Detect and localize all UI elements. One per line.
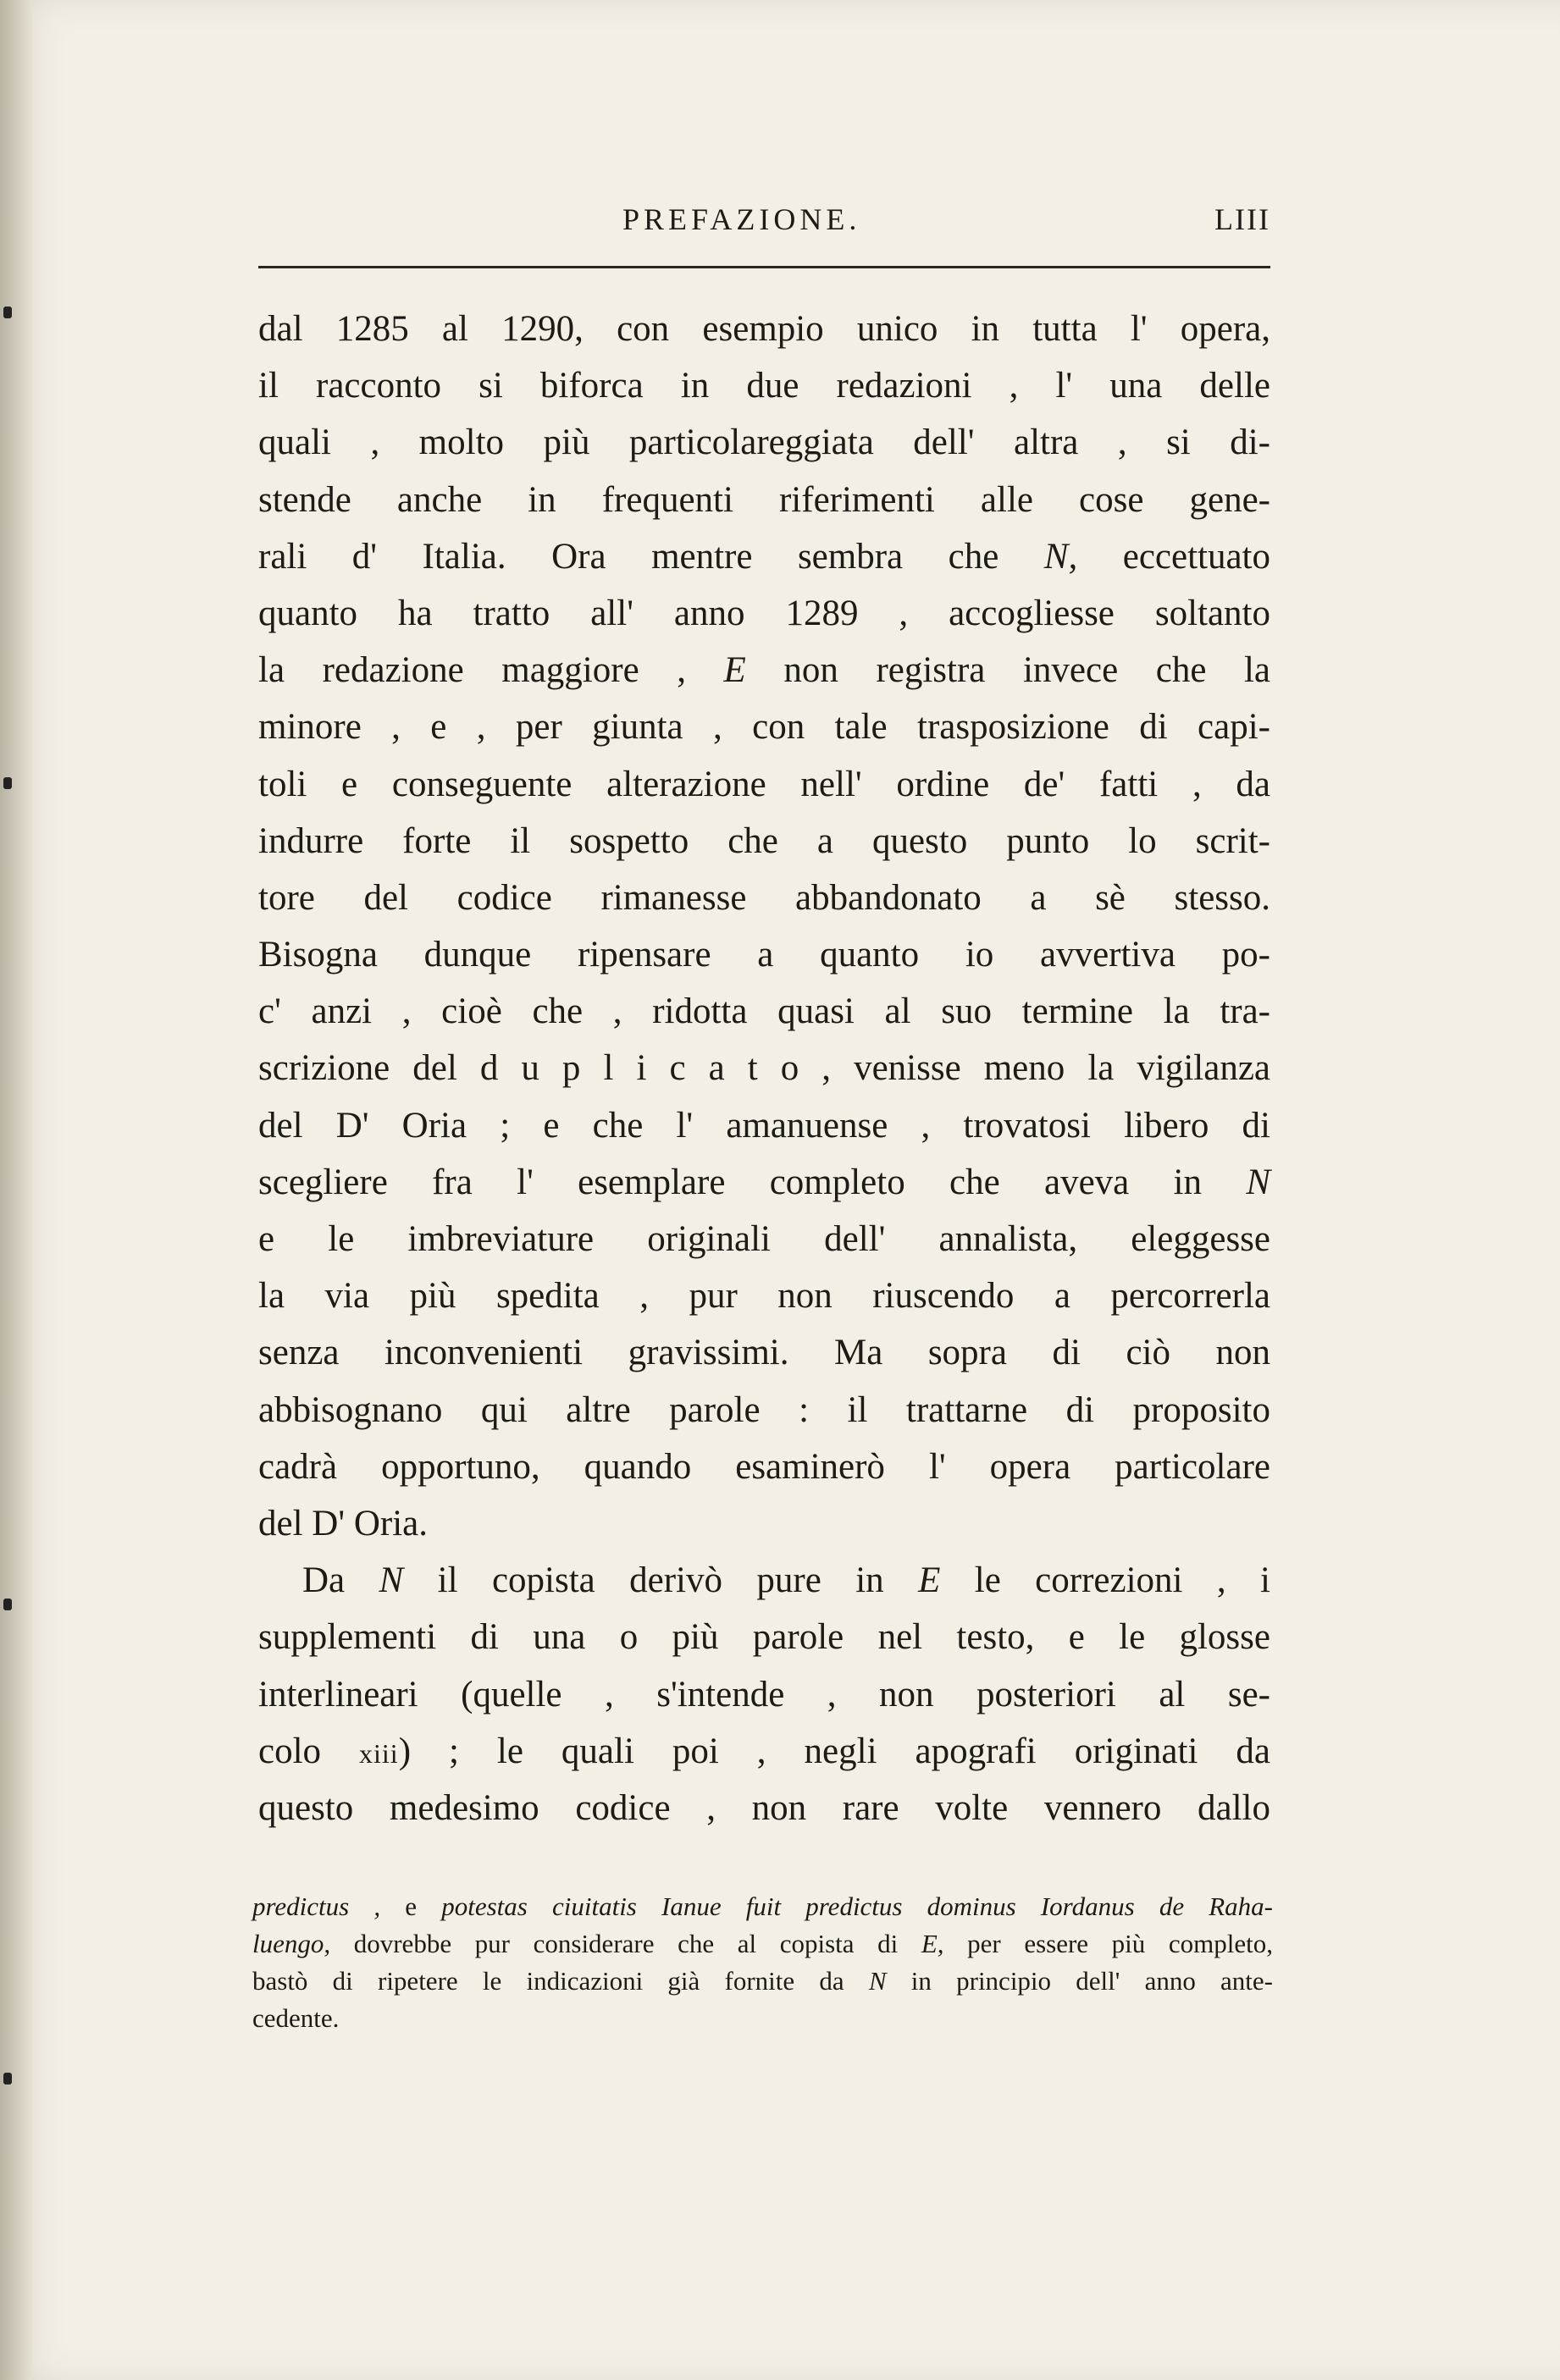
text-run: in principio dell' anno ante- <box>886 1966 1274 1996</box>
text-line: senza inconvenienti gravissimi. Ma sopra di ciò non <box>258 1333 1270 1373</box>
text-line <box>258 1552 1270 1609</box>
text-line: c' anzi , cioè che , ridotta quasi al suo termine la tra- <box>258 991 1270 1032</box>
text-line: toli e conseguente alterazione nell' ordine de' fatti , da <box>258 764 1270 804</box>
text-line: abbisognano qui altre parole : il trattarne di proposito <box>258 1389 1270 1430</box>
header-rule <box>258 266 1270 268</box>
siglum-n: N <box>868 1966 887 1996</box>
text-line: cadrà opportuno, quando esaminerò l' opera particolare <box>258 1446 1270 1487</box>
siglum-e: E <box>918 1560 941 1601</box>
text-line: del D' Oria ; e che l' amanuense , trovatosi libero di <box>258 1105 1270 1146</box>
siglum-n: N <box>379 1560 404 1601</box>
text-run: scegliere fra l' esemplare completo che aveva in <box>258 1162 1247 1202</box>
running-title: PREFAZIONE. <box>622 202 861 236</box>
text-line: supplementi di una o più parole nel testo, e le glosse <box>258 1617 1270 1658</box>
text-line: Bisogna dunque ripensare a quanto io avvertiva po- <box>258 935 1270 975</box>
binding-stitch <box>3 1599 12 1610</box>
main-text <box>258 301 1270 1836</box>
siglum-e: E <box>723 650 746 691</box>
text-line <box>258 1723 1270 1780</box>
text-run: rali d' Italia. Ora mentre sembra che <box>258 536 1044 577</box>
text-run: le correzioni , i <box>940 1560 1270 1601</box>
text-run: potestas ciuitatis Ianue fuit predictus dominus Iordanus de Raha- <box>441 1891 1273 1921</box>
footnote-line <box>252 1925 1273 1963</box>
footnote-line: cedente. <box>252 2003 340 2033</box>
text-run: Da <box>302 1560 379 1601</box>
text-line: questo medesimo codice , non rare volte vennero dallo <box>258 1787 1270 1828</box>
text-line <box>258 1154 1270 1211</box>
text-run: bastò di ripetere le indicazioni già fornite da <box>252 1966 869 1996</box>
text-run: per essere più completo, <box>943 1929 1273 1958</box>
text-line: dal 1285 al 1290, con esempio unico in tutta l' opera, <box>258 309 1270 349</box>
text-run: luengo, <box>252 1929 331 1958</box>
siglum-e: E, <box>921 1929 944 1958</box>
text-run: eccettuato <box>1077 536 1270 577</box>
text-run: predictus , <box>252 1891 381 1921</box>
text-line: quanto ha tratto all' anno 1289 , accogliesse soltanto <box>258 593 1270 633</box>
binding-stitch <box>3 306 12 318</box>
footnote-line <box>252 1963 1273 2000</box>
text-line: quali , molto più particolareggiata dell' altra , si di- <box>258 422 1270 463</box>
footnote <box>252 1888 1273 2037</box>
text-line <box>258 528 1270 585</box>
text-line: interlineari (quelle , s'intende , non posteriori al se- <box>258 1674 1270 1715</box>
siglum-n: N <box>1246 1162 1270 1202</box>
binding-stitch <box>3 777 12 789</box>
text-line: stende anche in frequenti riferimenti alle cose gene- <box>258 479 1270 520</box>
text-run: ) ; le quali poi , negli apografi originati da <box>398 1731 1270 1771</box>
text-line: tore del codice rimanesse abbandonato a sè stesso. <box>258 877 1270 918</box>
text-line <box>258 642 1270 699</box>
text-run: il copista derivò pure in <box>403 1560 919 1601</box>
running-header <box>258 196 1270 247</box>
text-line: e le imbreviature originali dell' annalista, eleggesse <box>258 1219 1270 1259</box>
siglum-n: N, <box>1043 536 1078 577</box>
binding-gutter <box>0 0 32 2380</box>
text-run: la redazione maggiore , <box>258 650 724 691</box>
text-run: e <box>380 1891 442 1921</box>
text-line: scrizione del d u p l i c a t o , venisse meno la vigilanza <box>258 1048 1270 1089</box>
text-line: il racconto si biforca in due redazioni , l' una delle <box>258 366 1270 406</box>
century-numeral: xiii <box>359 1737 399 1769</box>
text-run: non registra invece che la <box>745 650 1271 691</box>
text-run: colo <box>258 1731 360 1771</box>
text-line: indurre forte il sospetto che a questo punto lo scrit- <box>258 820 1270 861</box>
text-line: del D' Oria. <box>258 1503 428 1543</box>
text-line: minore , e , per giunta , con tale trasposizione di capi- <box>258 707 1270 748</box>
page-number: LIII <box>1214 202 1270 236</box>
text-run: dovrebbe pur considerare che al copista di <box>330 1929 921 1958</box>
text-line: la via più spedita , pur non riuscendo a percorrerla <box>258 1276 1270 1317</box>
binding-stitch <box>3 2073 12 2085</box>
footnote-line <box>252 1888 1273 1925</box>
